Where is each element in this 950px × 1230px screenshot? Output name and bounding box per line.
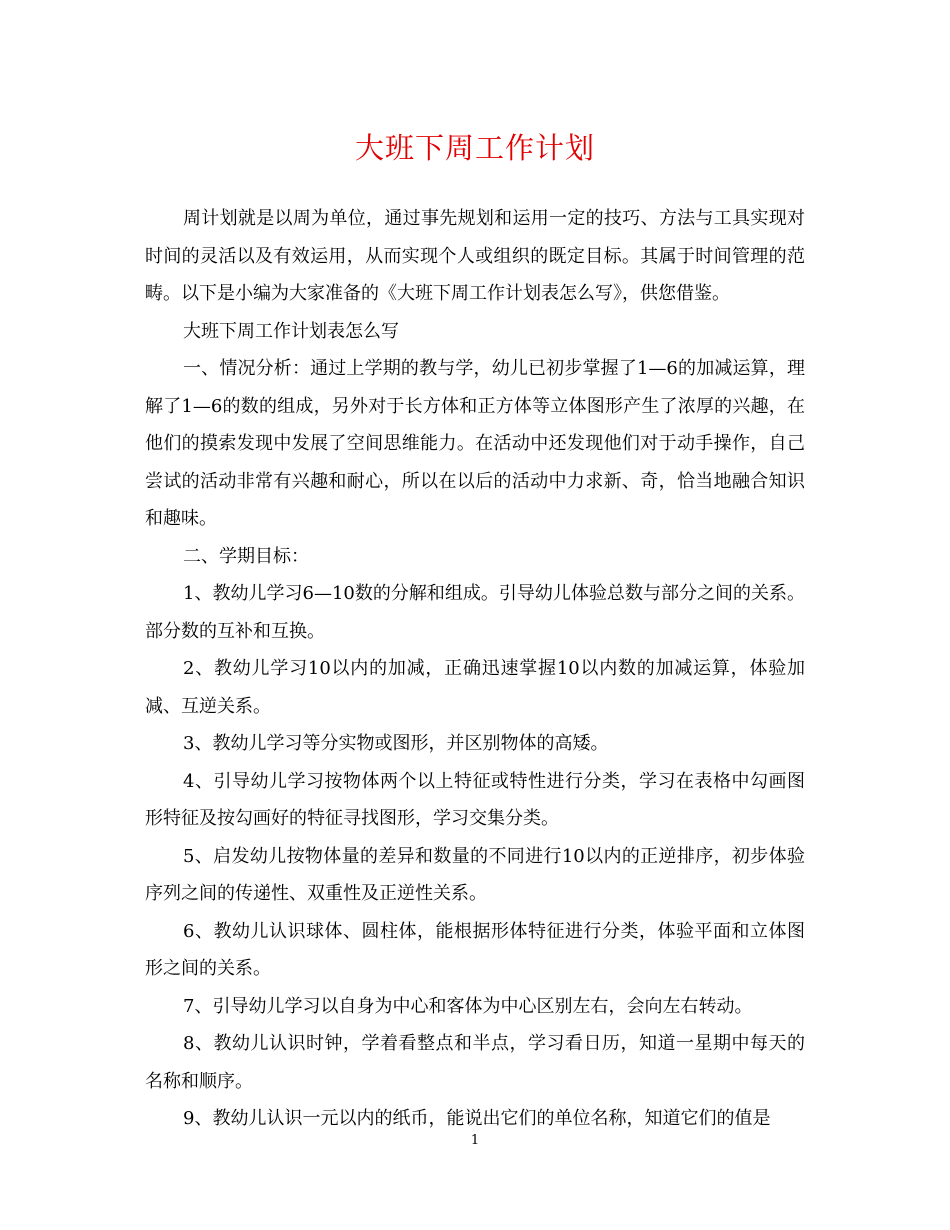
- list-item-goal-2: 2、教幼儿学习10以内的加减，正确迅速掌握10以内数的加减运算，体验加减、互逆关系。: [145, 658, 805, 717]
- paragraph-situation-analysis: 一、情况分析：通过上学期的教与学，幼儿已初步掌握了1—6的加减运算，理解了1—6的数的组成，另外对于长方体和正方体等立体图形产生了浓厚的兴趣，在他们的摸索发现中发展了空间思维能力。在活动中还发现他们对于动手操作，自己尝试的活动非常有兴趣和耐心，所以在以后的活动中力求新、奇，恰当地融合知识和趣味。: [145, 358, 805, 529]
- list-item-goal-8: 8、教幼儿认识时钟，学着看整点和半点，学习看日历，知道一星期中每天的名称和顺序。: [145, 1033, 805, 1092]
- list-item-goal-3: 3、教幼儿学习等分实物或图形，并区别物体的高矮。: [183, 733, 609, 754]
- list-item-goal-7: 7、引导幼儿学习以自身为中心和客体为中心区别左右，会向左右转动。: [183, 995, 753, 1017]
- list-item-goal-6: 6、教幼儿认识球体、圆柱体，能根据形体特征进行分类，体验平面和立体图形之间的关系。: [145, 920, 805, 979]
- document-title: 大班下周工作计划: [354, 131, 595, 165]
- document-body: [145, 200, 805, 1138]
- list-item-goal-4: 4、引导幼儿学习按物体两个以上特征或特性进行分类，学习在表格中勾画图形特征及按勾画好的特征寻找图形，学习交集分类。: [145, 770, 805, 829]
- paragraph-intro: 周计划就是以周为单位，通过事先规划和运用一定的技巧、方法与工具实现对时间的灵活以及有效运用，从而实现个人或组织的既定目标。其属于时间管理的范畴。以下是小编为大家准备的《大班下周工作计划表怎么写》，供您借鉴。: [145, 208, 805, 304]
- list-item-goal-9: 9、教幼儿认识一元以内的纸币，能说出它们的单位名称，知道它们的值是: [183, 1108, 771, 1129]
- page-number: 1: [470, 1133, 480, 1148]
- list-item-goal-5: 5、启发幼儿按物体量的差异和数量的不同进行10以内的正逆排序，初步体验序列之间的传递性、双重性及正逆性关系。: [145, 845, 805, 904]
- paragraph-subtitle: 大班下周工作计划表怎么写: [183, 320, 399, 342]
- list-item-goal-1: 1、教幼儿学习6—10数的分解和组成。引导幼儿体验总数与部分之间的关系。部分数的互补和互换。: [145, 583, 805, 642]
- paragraph-term-goals-heading: 二、学期目标：: [183, 545, 309, 567]
